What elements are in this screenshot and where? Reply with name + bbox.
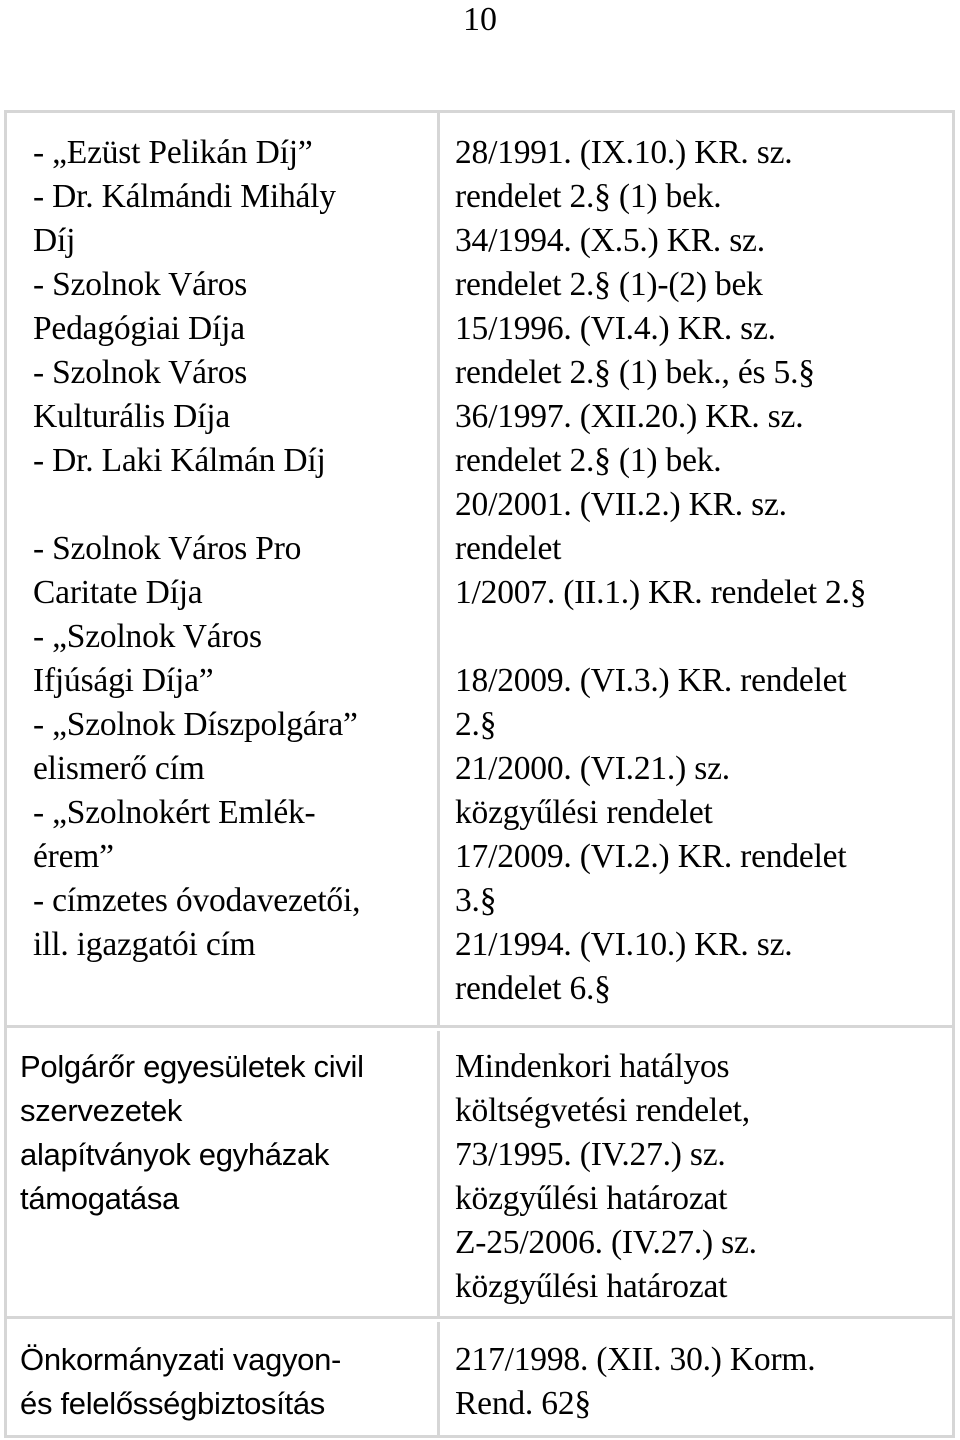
table-row <box>7 1322 952 1435</box>
insurance-topic-cell <box>7 1322 440 1435</box>
cell-text-line: költségvetési rendelet, <box>455 1092 750 1129</box>
cell-text-line: rendelet 2.§ (1) bek., és 5.§ <box>455 354 815 391</box>
cell-text-line: Mindenkori hatályos <box>455 1048 730 1085</box>
cell-text-line: 34/1994. (X.5.) KR. sz. <box>455 222 765 259</box>
regulation-reference-cell <box>443 1031 952 1316</box>
cell-text-line: alapítványok egyházak <box>20 1137 330 1172</box>
cell-text-line: 28/1991. (IX.10.) KR. sz. <box>455 134 793 171</box>
cell-text-line: ill. igazgatói cím <box>33 926 256 963</box>
cell-text-line: - Szolnok Város Pro <box>33 530 302 567</box>
support-topic-cell <box>7 1031 440 1316</box>
cell-text-line: 217/1998. (XII. 30.) Korm. <box>455 1341 816 1378</box>
cell-text-line: - „Szolnok Díszpolgára” <box>33 706 358 743</box>
cell-text-line: - Dr. Kálmándi Mihály <box>33 178 336 215</box>
cell-text-line: 20/2001. (VII.2.) KR. sz. <box>455 486 787 523</box>
cell-text-line: 21/2000. (VI.21.) sz. <box>455 750 730 787</box>
cell-text-line: szervezetek <box>20 1093 183 1128</box>
cell-text-line: Caritate Díja <box>33 574 203 611</box>
cell-text-line: Polgárőr egyesületek civil <box>20 1049 364 1084</box>
cell-text-line: Rend. 62§ <box>455 1385 591 1422</box>
cell-text-line: 21/1994. (VI.10.) KR. sz. <box>455 926 793 963</box>
cell-text-line: elismerő cím <box>33 750 205 787</box>
table-row <box>7 1031 952 1319</box>
cell-text-line: - címzetes óvodavezetői, <box>33 882 361 919</box>
regulation-reference-cell <box>443 1322 952 1435</box>
cell-text-line: támogatása <box>20 1181 179 1216</box>
cell-text-line: és felelősségbiztosítás <box>20 1386 325 1421</box>
cell-text-line: rendelet 2.§ (1) bek. <box>455 178 722 215</box>
cell-text-line: érem” <box>33 838 114 875</box>
cell-text-line: 3.§ <box>455 882 497 919</box>
cell-text-line: közgyűlési határozat <box>455 1268 728 1305</box>
cell-text-line: 18/2009. (VI.3.) KR. rendelet <box>455 662 847 699</box>
cell-text-line: Díj <box>33 222 76 259</box>
table-row <box>7 113 952 1028</box>
cell-text-line: - Szolnok Város <box>33 354 248 391</box>
cell-text-line: rendelet 2.§ (1)-(2) bek <box>455 266 763 303</box>
cell-text-line: - „Szolnokért Emlék- <box>33 794 316 831</box>
cell-text-line: közgyűlési rendelet <box>455 794 713 831</box>
cell-text-line: - Szolnok Város <box>33 266 248 303</box>
cell-text-line: - „Ezüst Pelikán Díj” <box>33 134 313 171</box>
cell-text-line: Z-25/2006. (IV.27.) sz. <box>455 1224 757 1261</box>
cell-text-line: Kulturális Díja <box>33 398 231 435</box>
cell-text-line: - Dr. Laki Kálmán Díj <box>33 442 326 479</box>
award-list-cell <box>7 113 440 1025</box>
page-number: 10 <box>463 1 497 38</box>
cell-text-line: 36/1997. (XII.20.) KR. sz. <box>455 398 804 435</box>
cell-text-line: rendelet 2.§ (1) bek. <box>455 442 722 479</box>
cell-text-line: 73/1995. (IV.27.) sz. <box>455 1136 726 1173</box>
cell-text-line: rendelet <box>455 530 562 567</box>
cell-text-line: - „Szolnok Város <box>33 618 262 655</box>
cell-text-line: 17/2009. (VI.2.) KR. rendelet <box>455 838 847 875</box>
cell-text-line: Önkormányzati vagyon- <box>20 1342 342 1377</box>
cell-text-line: közgyűlési határozat <box>455 1180 728 1217</box>
cell-text-line: Pedagógiai Díja <box>33 310 245 347</box>
cell-text-line: Ifjúsági Díja” <box>33 662 214 699</box>
cell-text-line: 1/2007. (II.1.) KR. rendelet 2.§ <box>455 574 867 611</box>
cell-text-line <box>33 483 437 527</box>
cell-text-line: rendelet 6.§ <box>455 970 611 1007</box>
cell-text-line: 15/1996. (VI.4.) KR. sz. <box>455 310 776 347</box>
cell-text-line <box>455 615 952 659</box>
cell-text-line: 2.§ <box>455 706 497 743</box>
regulations-table <box>4 110 955 1438</box>
regulation-reference-cell <box>443 113 952 1025</box>
